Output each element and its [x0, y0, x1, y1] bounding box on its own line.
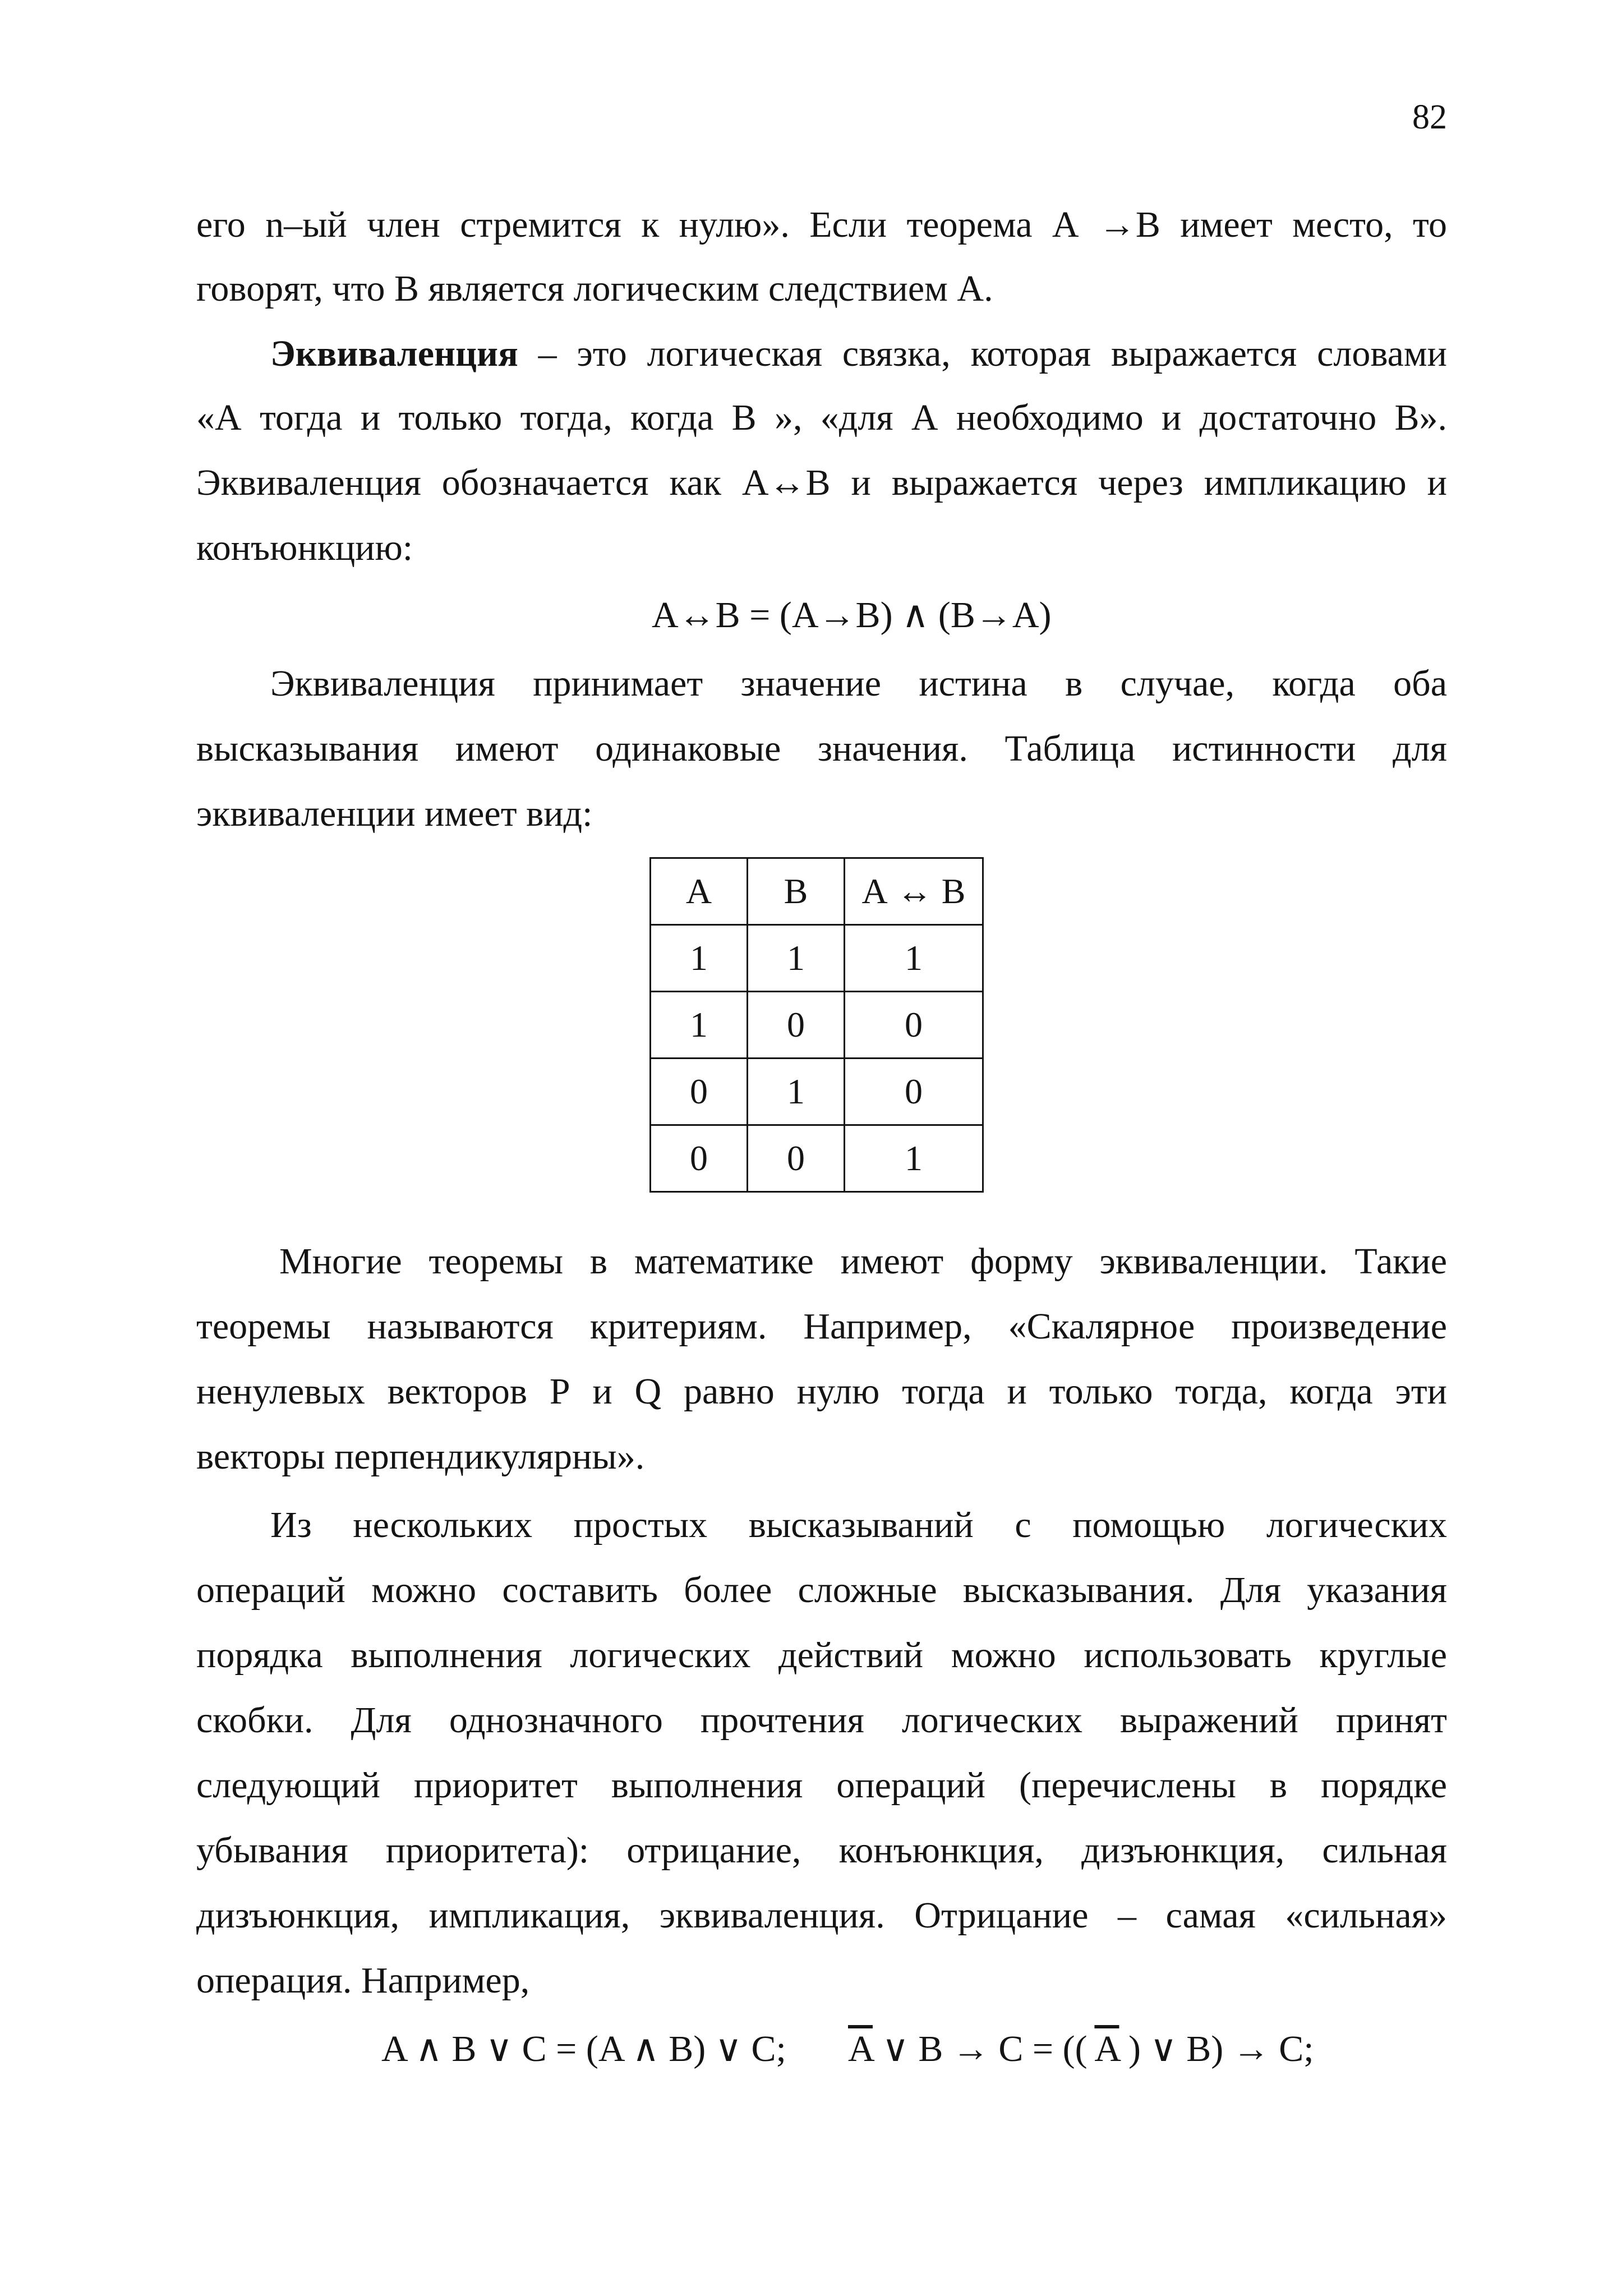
table-cell: 0 [651, 1059, 748, 1125]
paragraph-line: дизъюнкция, импликация, эквиваленция. Отрицание – самая «сильная» [196, 1895, 1447, 1936]
table-header-row [651, 858, 983, 925]
table-header-cell: В [748, 858, 845, 925]
paragraph-line: Эквиваленция принимает значение истина в случае, когда оба [270, 663, 1447, 704]
paragraph-line: следующий приоритет выполнения операций (перечислены в порядке [196, 1765, 1447, 1806]
paragraph-line: «А тогда и только тогда, когда В », «для А необходимо и достаточно В». [196, 397, 1447, 438]
example-formula-1: A ∧ B ∨ C = (A ∧ B) ∨ C; [381, 2028, 786, 2069]
table-row [651, 992, 983, 1059]
table-row [651, 925, 983, 992]
table-row [651, 1125, 983, 1192]
paragraph-line: его n–ый член стремится к нулю». Если теорема А →В имеет место, то [196, 204, 1447, 245]
truth-table [649, 857, 984, 1193]
table-cell: 0 [651, 1125, 748, 1192]
paragraph-line: Эквиваленция обозначается как А↔В и выражается через импликацию и [196, 462, 1447, 503]
paragraph-line: Из нескольких простых высказываний с помощью логических [270, 1504, 1447, 1545]
table-cell: 1 [651, 925, 748, 992]
definition-line [270, 335, 1447, 372]
paragraph-line: говорят, что В является логическим следствием А. [196, 268, 993, 309]
paragraph-line: убывания приоритета): отрицание, конъюнкция, дизъюнкция, сильная [196, 1830, 1447, 1871]
table-cell: 0 [748, 1125, 845, 1192]
paragraph-line: теоремы называются критериям. Например, «Скалярное произведение [196, 1306, 1447, 1347]
paragraph-line: конъюнкцию: [196, 527, 413, 568]
paragraph-line: векторы перпендикулярны». [196, 1436, 645, 1477]
table-cell: 1 [845, 925, 983, 992]
table-header-cell: А [651, 858, 748, 925]
definition-text: – это логическая связка, которая выражается словами [518, 333, 1447, 374]
table-cell: 1 [845, 1125, 983, 1192]
table-header-cell: А ↔ В [845, 858, 983, 925]
term-equivalence: Эквиваленция [270, 333, 518, 374]
paragraph-line: ненулевых векторов Р и Q равно нулю тогда и только тогда, когда эти [196, 1371, 1447, 1412]
table-cell: 0 [845, 992, 983, 1059]
table-cell: 0 [748, 992, 845, 1059]
paragraph-line: операция. Например, [196, 1960, 530, 2001]
negated-variable: $\overline{A}$ [848, 2028, 873, 2069]
negated-variable: $\overline{A}$ [1094, 2028, 1119, 2069]
table-cell: 1 [748, 1059, 845, 1125]
table-cell: 1 [651, 992, 748, 1059]
paragraph-line: операций можно составить более сложные высказывания. Для указания [196, 1570, 1447, 1611]
paragraph-line: высказывания имеют одинаковые значения. Таблица истинности для [196, 728, 1447, 769]
formula-part: ) ∨ B) → C; [1119, 2028, 1314, 2069]
paragraph-line: Многие теоремы в математике имеют форму эквиваленции. Такие [279, 1241, 1447, 1282]
page-number: 82 [1412, 98, 1447, 136]
paragraph-line: скобки. Для однозначного прочтения логических выражений принят [196, 1700, 1447, 1741]
paragraph-line: порядка выполнения логических действий можно использовать круглые [196, 1635, 1447, 1676]
table-row [651, 1059, 983, 1125]
table-cell: 0 [845, 1059, 983, 1125]
formula-part: ∨ B → C = (( [873, 2028, 1095, 2069]
equivalence-formula: А↔В = (А→В) ∧ (В→А) [652, 595, 1052, 636]
table-cell: 1 [748, 925, 845, 992]
example-formula-2 [848, 2028, 1314, 2069]
paragraph-line: эквиваленции имеет вид: [196, 793, 593, 834]
